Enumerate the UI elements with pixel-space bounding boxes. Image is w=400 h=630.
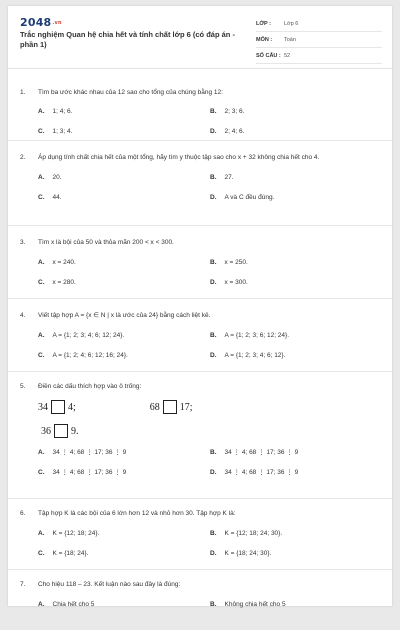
answer-options [8,253,392,293]
document-sheet [8,6,392,606]
blank-right: 17; [179,401,193,413]
option-a[interactable] [38,102,210,122]
option-letter: B. [210,530,217,537]
option-text: x = 280. [52,279,76,286]
option-a[interactable] [38,326,210,346]
question-text [8,299,392,320]
option-text: 34 ⋮ 4; 68 ⋮ 17; 36 ⋮ 9 [224,469,299,476]
option-text: 34 ⋮ 4; 68 ⋮ 17; 36 ⋮ 9 [52,469,127,476]
option-letter: D. [210,352,217,359]
option-text: x = 250. [224,259,248,266]
blank-box[interactable] [163,400,177,414]
blank-left: 68 [149,401,160,413]
question-number: 3. [20,239,26,246]
option-letter: A. [38,108,45,115]
option-letter: B. [210,108,217,115]
option-c[interactable] [38,273,210,293]
option-letter: C. [38,352,45,359]
option-letter: A. [38,332,45,339]
option-c[interactable] [38,463,210,483]
question-body: Tập hợp K là các bội của 6 lớn hơn 12 và nhỏ hơn 30. Tập hợp K là: [38,510,236,517]
question-6 [8,499,392,570]
option-letter: D. [210,550,217,557]
option-b[interactable] [210,443,382,463]
question-7 [8,570,392,630]
option-text: A = {1; 2; 3; 6; 12; 24}. [224,332,290,339]
question-list [8,68,392,630]
question-text [8,499,392,518]
blank-box[interactable] [54,424,68,438]
option-d[interactable] [210,122,382,142]
meta-table [256,16,382,64]
question-body: Cho hiệu 118 – 23. Kết luận nào sau đây là đúng: [38,581,181,588]
question-number: 2. [20,154,26,161]
option-c[interactable] [38,122,210,142]
meta-row-class [256,16,382,32]
option-b[interactable] [210,102,382,122]
option-letter: C. [38,550,45,557]
option-letter: A. [38,174,45,181]
option-text: 34 ⋮ 4; 68 ⋮ 17; 36 ⋮ 9 [52,449,127,456]
option-text: 2; 3; 6. [224,108,245,115]
answer-options [8,168,392,208]
option-text: Chia hết cho 5 [52,601,95,608]
option-a[interactable] [38,168,210,188]
option-b[interactable] [210,595,382,615]
question-body: Điền các dấu thích hợp vào ô trống: [38,383,142,390]
option-letter: A. [38,259,45,266]
option-text: 34 ⋮ 4; 68 ⋮ 17; 36 ⋮ 9 [224,449,299,456]
logo-tld: .vn [52,20,62,26]
option-d[interactable] [210,346,382,366]
blank-right: 9. [71,425,79,437]
question-text [8,68,392,97]
question-body: Tìm x là bội của 50 và thỏa mãn 200 < x < 300. [38,239,174,246]
meta-value: Toán [284,36,296,43]
option-letter: C. [38,279,45,286]
question-number: 4. [20,312,26,319]
fill-blank-row [8,399,392,415]
blank-left: 34 [38,401,48,413]
site-logo[interactable] [20,16,62,29]
question-number: 6. [20,510,26,517]
meta-label: SỐ CÂU : [256,52,281,59]
option-letter: A. [38,530,45,537]
question-body: Viết tập hợp A = {x ∈ N | x là ước của 24} bằng cách liệt kê. [38,312,211,319]
question-4 [8,299,392,372]
option-b[interactable] [210,326,382,346]
option-c[interactable] [38,346,210,366]
question-body: Tìm ba ước khác nhau của 12 sao cho tổng của chúng bằng 12: [38,89,223,96]
option-b[interactable] [210,253,382,273]
option-text: K = {18; 24; 30}. [224,550,272,557]
question-text [8,226,392,247]
option-text: A = {1; 2; 3; 4; 6; 12; 24}. [52,332,125,339]
option-letter: D. [210,194,217,201]
blank-right: 4; [68,401,76,413]
meta-label: MÔN : [256,36,273,43]
option-d[interactable] [210,273,382,293]
question-text [8,570,392,589]
answer-options [8,524,392,564]
option-text: x = 300. [224,279,248,286]
option-text: Không chia hết cho 5 [224,601,286,608]
option-letter: C. [38,194,45,201]
answer-options [8,102,392,142]
question-5 [8,372,392,499]
page-title: Trắc nghiệm Quan hệ chia hết và tính chất lớp 6 (có đáp án - phần 1) [20,30,235,49]
question-number: 1. [20,89,26,96]
option-d[interactable] [210,544,382,564]
logo-text: 2048 [20,16,52,29]
option-letter: B. [210,259,217,266]
option-letter: D. [210,469,217,476]
question-3 [8,226,392,299]
option-letter: B. [210,601,217,608]
document-header [8,6,392,69]
question-1 [8,68,392,141]
option-b[interactable] [210,524,382,544]
option-c[interactable] [38,544,210,564]
option-text: A = {1; 2; 3; 4; 6; 12}. [224,352,286,359]
option-text: K = {12; 18; 24; 30}. [224,530,283,537]
answer-options [8,595,392,615]
option-letter: D. [210,128,217,135]
option-text: A = {1; 2; 4; 6; 12; 16; 24}. [52,352,128,359]
option-text: 1; 4; 6. [52,108,73,115]
option-text: 2; 4; 6. [224,128,245,135]
question-text [8,141,392,162]
option-a[interactable] [38,253,210,273]
option-letter: C. [38,128,45,135]
option-text: 20. [52,174,62,181]
option-d[interactable] [210,463,382,483]
option-text: K = {12; 18; 24}. [52,530,100,537]
option-text: 1; 3; 4. [52,128,73,135]
meta-row-count [256,48,382,64]
option-d[interactable] [210,188,382,208]
question-body: Áp dụng tính chất chia hết của một tổng, hãy tìm y thuộc tập sao cho x + 32 không chia hết cho 4. [38,154,320,161]
meta-value: 52 [284,52,291,59]
option-letter: C. [38,469,45,476]
blank-box[interactable] [51,400,65,414]
question-number: 5. [20,383,26,390]
option-b[interactable] [210,168,382,188]
option-a[interactable] [38,443,210,463]
option-text: K = {18; 24}. [52,550,89,557]
meta-label: LỚP : [256,20,271,27]
question-text [8,372,392,391]
answer-options [8,326,392,366]
meta-value: Lớp 6 [284,20,299,27]
answer-options [8,443,392,483]
option-text: 27. [224,174,234,181]
fill-blank-row [8,423,392,439]
option-letter: A. [38,449,45,456]
option-a[interactable] [38,595,210,615]
question-2 [8,141,392,226]
blank-left: 36 [41,425,51,437]
meta-row-subject [256,32,382,48]
option-c[interactable] [38,188,210,208]
option-text: x = 240. [52,259,76,266]
option-letter: B. [210,332,217,339]
option-text: 44. [52,194,62,201]
option-letter: B. [210,174,217,181]
option-letter: A. [38,601,45,608]
option-letter: B. [210,449,217,456]
option-letter: D. [210,279,217,286]
option-a[interactable] [38,524,210,544]
option-text: A và C đều đúng. [224,194,275,201]
question-number: 7. [20,581,26,588]
